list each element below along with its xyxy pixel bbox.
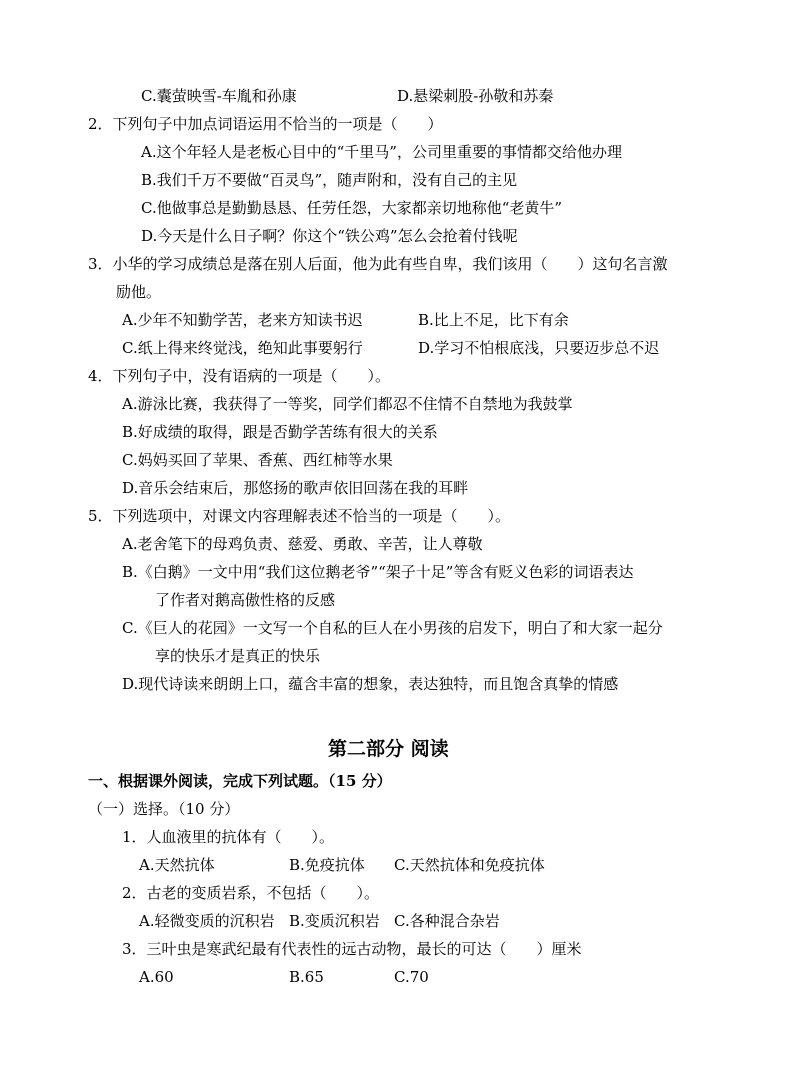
r1-stem: 1．人血液里的抗体有（ ）。: [122, 828, 335, 846]
q5-stem: 5．下列选项中，对课文内容理解表述不恰当的一项是（ ）。: [88, 507, 511, 525]
r2-stem: 2．古老的变质岩系，不包括（ ）。: [122, 884, 380, 902]
q2-option-c: C.他做事总是勤勤恳恳、任劳任怨，大家都亲切地称他“老黄牛”: [141, 199, 563, 217]
q5-option-b-line2: 了作者对鹅高傲性格的反感: [155, 591, 336, 609]
r2-option-b: B.变质沉积岩: [289, 912, 380, 930]
q2-stem: 2．下列句子中加点词语运用不恰当的一项是（ ）: [88, 115, 443, 133]
q4-stem: 4．下列句子中，没有语病的一项是（ ）。: [88, 367, 391, 385]
section1-heading: 一、根据课外阅读，完成下列试题。（15 分）: [88, 772, 392, 790]
q2-option-b: B.我们千万不要做“百灵鸟”，随声附和，没有自己的主见: [141, 171, 518, 189]
q4-option-b: B.好成绩的取得，跟是否勤学苦练有很大的关系: [122, 423, 438, 441]
q3-stem-line1: 3．小华的学习成绩总是落在别人后面，他为此有些自卑，我们该用（ ）这句名言激: [88, 255, 668, 273]
q4-option-c: C.妈妈买回了苹果、香蕉、西红柿等水果: [122, 451, 393, 469]
r1-option-a: A.天然抗体: [139, 856, 215, 874]
q1-option-c: C.囊萤映雪-车胤和孙康: [141, 87, 297, 105]
r3-option-b: B.65: [289, 968, 324, 986]
q5-option-c-line2: 享的快乐才是真正的快乐: [155, 647, 321, 665]
q4-option-d: D.音乐会结束后，那悠扬的歌声依旧回荡在我的耳畔: [122, 479, 469, 497]
q3-option-d: D.学习不怕根底浅，只要迈步总不迟: [418, 339, 660, 357]
part2-title: 第二部分 阅读: [328, 738, 449, 760]
r1-option-c: C.天然抗体和免疫抗体: [394, 856, 545, 874]
q1-option-d: D.悬梁刺股-孙敬和苏秦: [397, 87, 554, 105]
r3-stem: 3．三叶虫是寒武纪最有代表性的远古动物，最长的可达（ ）厘米: [122, 940, 582, 958]
r3-option-a: A.60: [139, 968, 174, 986]
r2-option-c: C.各种混合杂岩: [394, 912, 500, 930]
q5-option-b-line1: B.《白鹅》一文中用“我们这位鹅老爷”“架子十足”等含有贬义色彩的词语表达: [122, 563, 634, 581]
q3-option-a: A.少年不知勤学苦，老来方知读书迟: [122, 311, 363, 329]
q2-option-d: D.今天是什么日子啊？你这个“铁公鸡”怎么会抢着付钱呢: [141, 227, 518, 245]
q5-option-a: A.老舍笔下的母鸡负责、慈爱、勇敢、辛苦，让人尊敬: [122, 535, 483, 553]
q3-option-c: C.纸上得来终觉浅，绝知此事要躬行: [122, 339, 363, 357]
q3-option-b: B.比上不足，比下有余: [418, 311, 569, 329]
q2-option-a: A.这个年轻人是老板心目中的“千里马”，公司里重要的事情都交给他办理: [141, 143, 622, 161]
q5-option-d: D.现代诗读来朗朗上口，蕴含丰富的想象，表达独特，而且饱含真挚的情感: [122, 675, 619, 693]
r2-option-a: A.轻微变质的沉积岩: [139, 912, 275, 930]
r3-option-c: C.70: [394, 968, 429, 986]
subsection1-heading: （一）选择。（10 分）: [88, 800, 240, 818]
q3-stem-line2: 励他。: [116, 283, 162, 301]
r1-option-b: B.免疫抗体: [289, 856, 365, 874]
q4-option-a: A.游泳比赛，我获得了一等奖，同学们都忍不住情不自禁地为我鼓掌: [122, 395, 573, 413]
q5-option-c-line1: C.《巨人的花园》一文写一个自私的巨人在小男孩的启发下，明白了和大家一起分: [122, 619, 663, 637]
